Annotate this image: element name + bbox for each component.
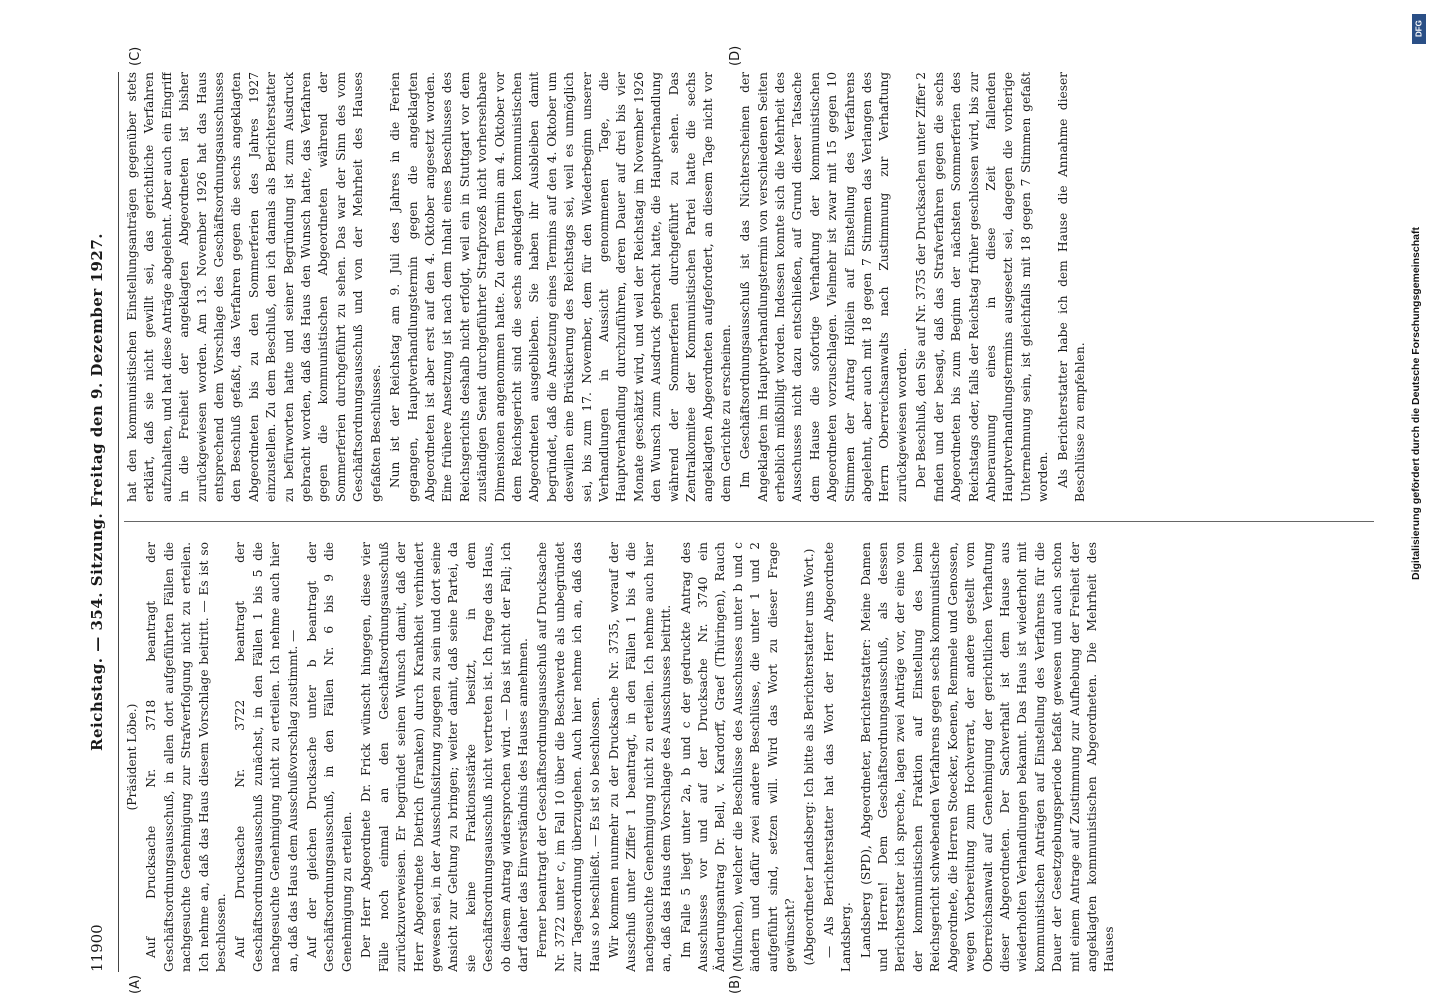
paragraph: — Als Berichterstatter hat das Wort der Herr Abgeordnete Landsberg. — [821, 542, 854, 972]
paragraph: hat den kommunistischen Einstellungsanträgen gegenüber stets erklärt, daß sie nicht gewillt sei, das gerichtliche Verfahren aufzuhalten, und hat diese Anträge abgelehnt. Aber auch ein Eingriff in die Freiheit der angeklagten Abgeordneten ist bisher zurückgewiesen worden. Am 13. November 1926 hat das Haus entsprechend dem Vorschlage des Geschäftsordnungsausschusses den Beschluß gefaßt, das Verfahren gegen die sechs angeklagten Abgeordneten bis zu den Sommerferien des Jahres 1927 einzustellen. Zu dem Beschluß, den ich damals als Berichterstatter zu befürworten hatte und seiner Begründung ist zum Ausdruck gebracht worden, daß das Haus den Wunsch hatte, das Verfahren gegen die kommunistischen Abgeordneten während der Sommerferien durchgeführt zu sehen. Das war der Sinn des vom Geschäftsordnungsausschuß und von der Mehrheit des Hauses gefaßten Beschlusses. — [125, 72, 383, 502]
paragraph: Der Herr Abgeordnete Dr. Frick wünscht hingegen, diese vier Fälle noch einmal an den Geschäftsordnungsausschuß zurückzuverweisen. Er begründet seinen Wunsch damit, daß der Herr Abgeordnete Dietrich (Franken) durch Krankheit verhindert gewesen sei, in der Ausschußsitzung zugegen zu sein und dort seine Ansicht zur Geltung zu bringen; weiter damit, daß seine Partei, da sie keine Fraktionsstärke besitzt, in dem Geschäftsordnungsausschuß nicht vertreten ist. Ich frage das Haus, ob diesem Antrag widersprochen wird. — Das ist nicht der Fall; ich darf daher das Einverständnis des Hauses annehmen. — [359, 542, 530, 972]
paragraph: Auf Drucksache Nr. 3718 beantragt der Geschäftsordnungsausschuß, in allen dort aufgeführten Fällen die nachgesuchte Genehmigung zur Strafverfolgung nicht zu erteilen. Ich nehme an, daß das Haus diesem Vorschlage beitritt. — Es ist so beschlossen. — [144, 542, 229, 972]
paragraph: Der Beschluß, den Sie auf Nr. 3735 der Drucksachen unter Ziffer 2 finden und der besagt, daß das Strafverfahren gegen die sechs Abgeordneten bis zum Beginn der nächsten Sommerferien des Reichstags oder, falls der Reichstag früher geschlossen wird, bis zur Anberaumung eines in diese Zeit fallenden Hauptverhandlungstermins ausgesetzt sei, dagegen die vorherige Unternehmung sein, ist gleichfalls mit 18 gegen 7 Stimmen gefaßt worden. — [914, 72, 1051, 502]
paragraph: Wir kommen nunmehr zu der Drucksache Nr. 3735, worauf der Ausschuß unter Ziffer 1 beantragt, in den Fällen 1 bis 4 die nachgesuchte Genehmigung nicht zu erteilen. Ich nehme auch hier an, daß das Haus dem Vorschlage des Ausschusses beitritt. — [606, 542, 674, 972]
paragraph: Nun ist der Reichstag am 9. Juli des Jahres in die Ferien gegangen, Hauptverhandlungstermin gegen die angeklagten Abgeordneten ist aber erst auf den 4. Oktober angesetzt worden. Eine frühere Ansetzung ist nach dem Inhalt eines Beschlusses des Reichsgerichts deshalb nicht erfolgt, weil ein in Stuttgart vor dem zuständigen Senat durchgeführter Strafprozeß nicht vorhersehbare Dimensionen angenommen hatte. Zu dem Termin am 4. Oktober vor dem Reichsgericht sind die sechs angeklagten kommunistischen Abgeordneten ausgeblieben. Sie haben ihr Ausbleiben damit begründet, daß die Ansetzung eines Termins auf den 4. Oktober um deswillen eine Brüskierung des Reichstags sei, weil es unmöglich sei, bis zum 17. November, dem für den Wiederbeginn unserer Verhandlungen in Aussicht genommenen Tage, die Hauptverhandlung durchzuführen, deren Dauer auf drei bis vier Monate geschätzt wird, und weil der Reichstag im November 1926 den Wunsch zum Ausdruck gebracht hatte, die Hauptverhandlung während der Sommerferien durchgeführt zu sehen. Das Zentralkomitee der Kommunistischen Partei hatte die sechs angeklagten Abgeordneten aufgefordert, an diesem Tage nicht vor dem Gerichte zu erscheinen. — [388, 72, 733, 502]
header-rule — [118, 72, 119, 972]
margin-marker-b: (B) — [728, 974, 743, 994]
page-header — [88, 72, 116, 972]
page-title: Reichstag. — 354. Sitzung. Freitag den 9. Dezember 1927. — [88, 233, 106, 752]
column-divider — [124, 521, 1374, 522]
paragraph: Ferner beantragt der Geschäftsordnungsausschuß auf Drucksache Nr. 3722 unter c, im Fall 10 über die Beschwerde als unbegründet zur Tagesordnung überzugehen. Auch hier nehme ich an, daß das Haus so beschließt. — Es ist so beschlossen. — [535, 542, 602, 972]
left-column — [124, 542, 1374, 972]
right-column — [124, 72, 1374, 502]
paragraph: Auf Drucksache Nr. 3722 beantragt der Geschäftsordnungsausschuß zunächst, in den Fällen 1 bis 5 die nachgesuchte Genehmigung nicht zu erteilen. Ich nehme auch hier an, daß das Haus dem Ausschußvorschlag zustimmt. — — [233, 542, 300, 972]
margin-marker-a: (A) — [128, 974, 143, 994]
paragraph: Auf der gleichen Drucksache unter b beantragt der Geschäftsordnungsausschuß, in den Fällen Nr. 6 bis 9 die Genehmigung zu erteilen. — [305, 542, 354, 972]
paragraph: Landsberg (SPD), Abgeordneter, Berichterstatter: Meine Damen und Herren! Dem Geschäftsordnungsausschuß, als dessen Berichterstatter ich spreche, lagen zwei Anträge vor, der eine von der kommunistischen Fraktion auf Einstellung des beim Reichsgericht schwebenden Verfahrens gegen sechs kommunistische Abgeordnete, die Herren Stoecker, Koenen, Remmele und Genossen, wegen Vorbereitung zum Hochverrat, der andere gestellt vom Oberreichsanwalt auf Genehmigung der gerichtlichen Verhaftung dieser Abgeordneten. Der Sachverhalt ist dem Hause aus wiederholten Verhandlungen bekannt. Das Haus ist wiederholt mit kommunistischen Anträgen auf Einstellung des Verfahrens für die Dauer der Gesetzgebungsperiode befaßt gewesen und auch schon mit einem Antrage auf Zustimmung zur Aufhebung der Freiheit der angeklagten kommunistischen Abgeordneten. Die Mehrheit des Hauses — [858, 542, 1117, 972]
margin-marker-c: (C) — [128, 46, 143, 66]
paragraph: Als Berichterstatter habe ich dem Hause die Annahme dieser Beschlüsse zu empfehlen. — [1055, 72, 1087, 502]
digitization-credit — [1408, 10, 1432, 990]
page-number: 11900 — [88, 924, 106, 972]
interjection: (Abgeordneter Landsberg: Ich bitte als Berichterstatter ums Wort.) — [802, 548, 817, 966]
dfg-logo: DFG — [1412, 14, 1426, 44]
paragraph: Im Geschäftsordnungsausschuß ist das Nichterscheinen der Angeklagten im Hauptverhandlungstermin von verschiedenen Seiten erheblich mißbilligt worden. Indessen konnte sich die Mehrheit des Ausschusses nicht dazu entschließen, auf Grund dieser Tatsache dem Hause die sofortige Verhaftung der kommunistischen Abgeordneten vorzuschlagen. Vielmehr ist zwar mit 15 gegen 10 Stimmen der Antrag Höllein auf Einstellung des Verfahrens abgelehnt, aber auch mit 18 gegen 7 Stimmen das Verlangen des Herrn Oberreichsanwalts nach Zustimmung zur Verhaftung zurückgewiesen worden. — [738, 72, 909, 502]
margin-marker-d: (D) — [728, 45, 743, 66]
document-page — [88, 45, 1378, 994]
credit-text: Digitalisierung gefördert durch die Deutsche Forschungsgemeinschaft — [1410, 227, 1422, 580]
paragraph: Im Falle 5 liegt unter 2a, b und c der gedruckte Antrag des Ausschusses vor und auf der Drucksache Nr. 3740 ein Änderungsantrag Dr. Bell, v. Kardorff, Graef (Thüringen), Rauch (München), welcher die Beschlüsse des Ausschusses unter b und c ändern und dafür zwei andere Beschlüsse, die unter 1 und 2 aufgeführt sind, setzen will. Wird das Wort zu dieser Frage gewünscht? — [678, 542, 798, 972]
speaker-note: (Präsident Löbe.) — [125, 703, 139, 811]
